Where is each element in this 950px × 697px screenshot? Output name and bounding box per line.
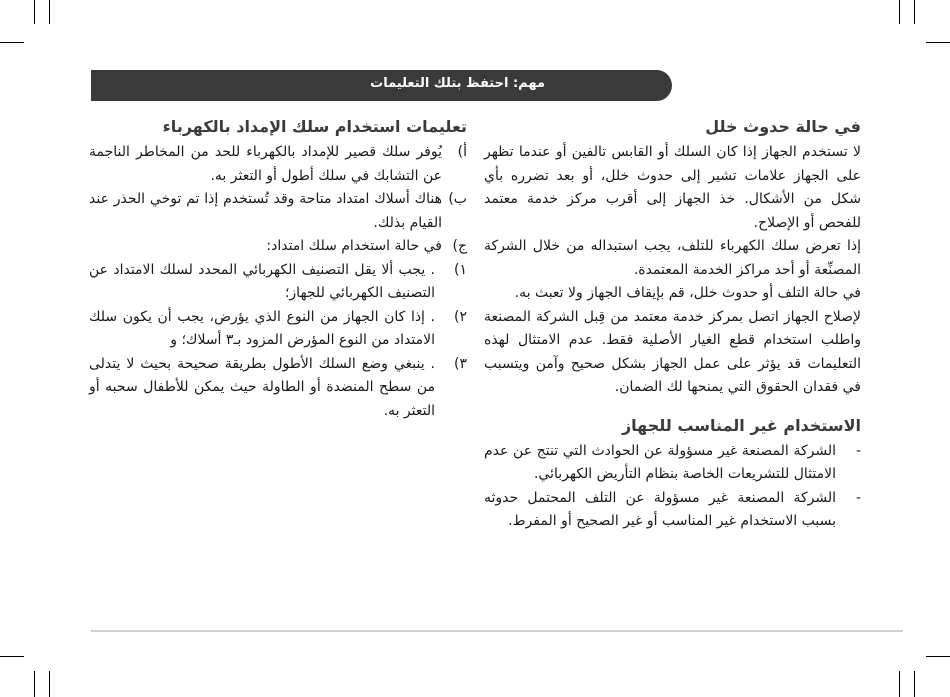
list-text: الشركة المصنعة غير مسؤولة عن التلف المحتمل حدوثه بسبب الاستخدام غير المناسب أو غير الصحيح أو المفرط. xyxy=(484,489,836,529)
header-banner xyxy=(91,70,672,101)
crop-mark xyxy=(899,0,900,24)
sub-list-item xyxy=(89,259,467,306)
list-text: . يجب ألا يقل التصنيف الكهربائي المحدد لسلك الامتداد عن التصنيف الكهربائي للجهاز؛ xyxy=(89,261,435,301)
list-item xyxy=(89,235,467,259)
crop-mark xyxy=(34,0,35,24)
banner-title: مهم: احتفظ بتلك التعليمات xyxy=(370,76,545,91)
crop-mark xyxy=(49,0,50,24)
footer-rule xyxy=(91,630,903,632)
crop-mark xyxy=(926,656,950,657)
list-text: . ينبغي وضع السلك الأطول بطريقة صحيحة بحيث لا يتدلى من سطح المنضدة أو الطاولة حيث يمكن للأطفال سحبه أو التعثر به. xyxy=(89,355,435,419)
list-text: في حالة استخدام سلك امتداد: xyxy=(266,238,442,254)
list-marker: ١) xyxy=(454,261,467,278)
list-item xyxy=(89,188,467,235)
list-item xyxy=(484,440,861,487)
malfunction-paragraph: لا تستخدم الجهاز إذا كان السلك أو القابس تالفين أو عندما تظهر على الجهاز علامات تشير إلى حدوث خلل، أو بعد تضرره بأي شكل من الأشكال. خذ الجهاز إلى أقرب مركز خدمة معتمد للفحص أو الإصلاح. xyxy=(484,144,861,231)
list-item xyxy=(484,487,861,534)
crop-mark xyxy=(899,671,900,697)
crop-mark xyxy=(0,656,24,657)
sub-list-item xyxy=(89,353,467,424)
list-marker: - xyxy=(855,442,861,459)
list-item xyxy=(89,141,467,188)
list-marker: ج) xyxy=(452,238,467,254)
list-marker: ب) xyxy=(448,191,467,207)
crop-mark xyxy=(49,671,50,697)
right-column xyxy=(484,113,861,534)
list-marker: أ) xyxy=(457,144,467,160)
left-column xyxy=(89,113,467,423)
crop-mark xyxy=(0,42,24,43)
crop-mark xyxy=(926,42,950,43)
power-cord-title: تعليمات استخدام سلك الإمداد بالكهرباء xyxy=(162,117,467,136)
list-text: يُوفر سلك قصير للإمداد بالكهرباء للحد من المخاطر الناجمة عن التشابك في سلك أطول أو التعثر به. xyxy=(89,144,442,184)
list-text: . إذا كان الجهاز من النوع الذي يؤرض، يجب أن يكون سلك الامتداد من النوع المؤرض المزود بـ٣ أسلاك؛ و xyxy=(89,308,435,348)
malfunction-title: في حالة حدوث خلل xyxy=(705,117,861,136)
malfunction-paragraph: لإصلاح الجهاز اتصل بمركز خدمة معتمد من قِبل الشركة المصنعة واطلب استخدام قطع الغيار الأصلية فقط. عدم الامتثال لهذه التعليمات قد يؤثر على عمل الجهاز بشكل صحيح وآمن ويتسبب في فقدان الحقوق التي يمنحها لك الضمان. xyxy=(484,308,861,395)
list-marker: ٣) xyxy=(454,355,467,372)
sub-list-item xyxy=(89,306,467,353)
crop-mark xyxy=(914,0,915,24)
list-marker: - xyxy=(855,489,861,506)
list-marker: ٢) xyxy=(454,308,467,325)
crop-mark xyxy=(34,671,35,697)
list-text: الشركة المصنعة غير مسؤولة عن الحوادث التي تنتج عن عدم الامتثال للتشريعات الخاصة بنظام التأريض الكهربائي. xyxy=(484,442,836,482)
misuse-title: الاستخدام غير المناسب للجهاز xyxy=(621,415,861,435)
crop-mark xyxy=(914,671,915,697)
list-text: هناك أسلاك امتداد متاحة وقد تُستخدم إذا تم توخي الحذر عند القيام بذلك. xyxy=(89,191,442,231)
malfunction-paragraph: إذا تعرض سلك الكهرباء للتلف، يجب استبداله من خلال الشركة المصنِّعة أو أحد مراكز الخدمة المعتمدة. xyxy=(484,238,861,278)
malfunction-paragraph: في حالة التلف أو حدوث خلل، قم بإيقاف الجهاز ولا تعبث به. xyxy=(514,285,861,301)
